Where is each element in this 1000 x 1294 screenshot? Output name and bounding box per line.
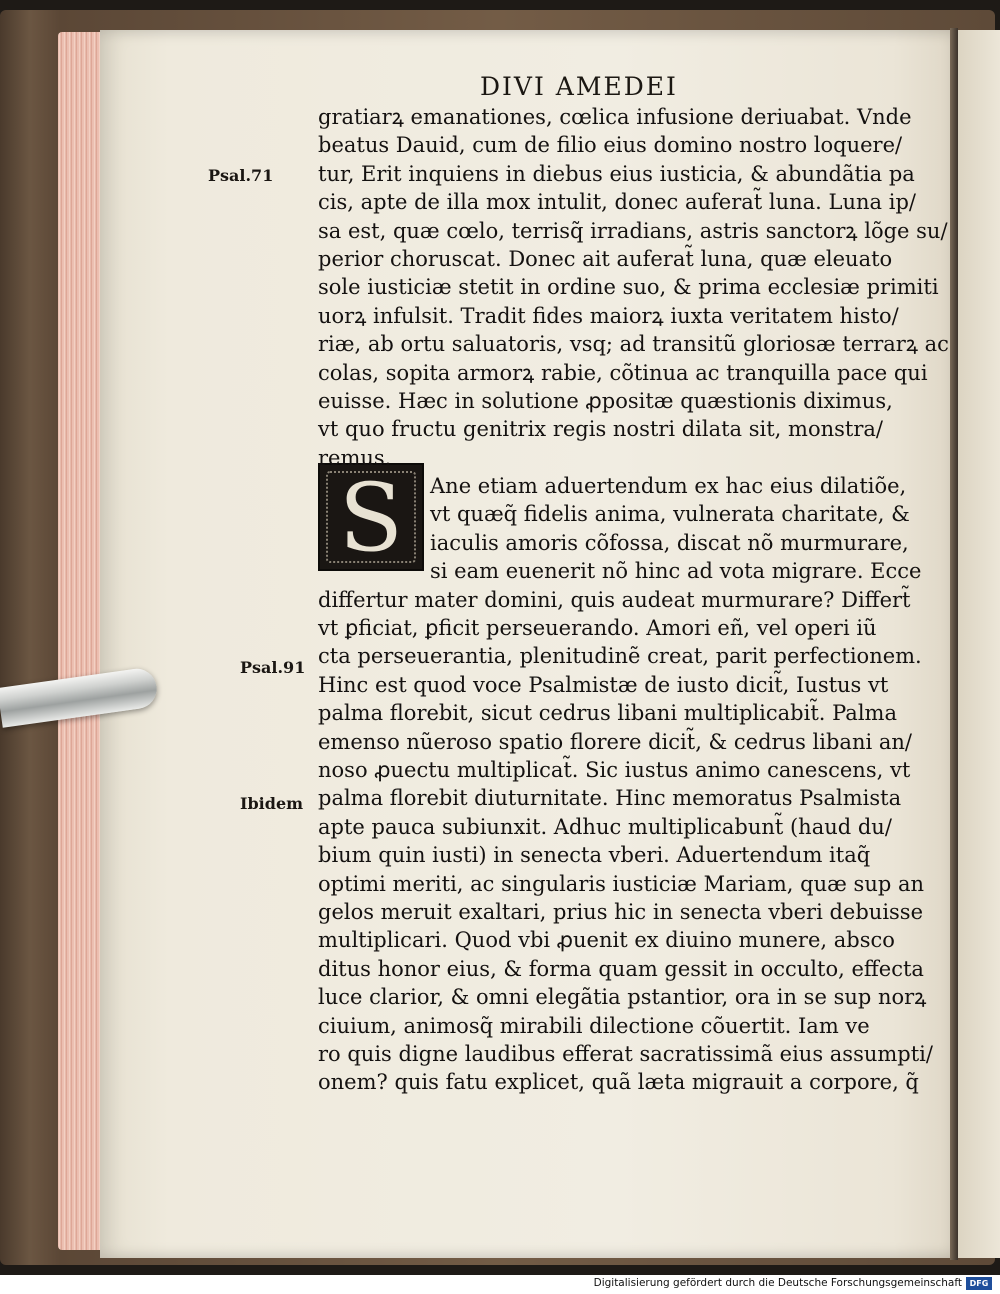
initial-letter: S xyxy=(338,464,404,573)
text-line: vt quæq̃ fidelis anima, vulnerata charitate, & xyxy=(430,502,910,527)
text-line: differtur mater domini, quis audeat murmurare? Differt̃ xyxy=(318,587,911,612)
text-line: beatus Dauid, cum de filio eius domino nostro loquere/ xyxy=(318,133,903,158)
text-line: si eam euenerit nõ hinc ad vota migrare. Ecce xyxy=(430,559,922,584)
text-line: luce clarior, & omni elegãtia pstantior, ora in se sup norꝝ xyxy=(318,985,927,1010)
text-line: onem? quis fatu explicet, quã læta migrauit a corpore, q̃ xyxy=(318,1070,919,1095)
text-line: tur, Erit inquiens in diebus eius iusticia, & abundãtia pa xyxy=(318,161,915,186)
facing-page-edge xyxy=(958,30,1000,1258)
text-line: remus. xyxy=(318,445,392,470)
text-line: apte pauca subiunxit. Adhuc multiplicabunt̃ (haud du/ xyxy=(318,814,892,839)
text-line: ro quis digne laudibus efferat sacratissimã eius assumpti/ xyxy=(318,1041,933,1066)
text-line: cta perseuerantia, plenitudinẽ creat, parit perfectionem. xyxy=(318,644,922,669)
marginal-note-psal-71: Psal.71 xyxy=(208,166,274,185)
text-line: multiplicari. Quod vbi ꝓuenit ex diuino munere, absco xyxy=(318,928,895,953)
text-line: gratiarꝝ emanationes, cœlica infusione deriuabat. Vnde xyxy=(318,105,912,129)
text-line: emenso nũeroso spatio florere dicit̃, & cedrus libani an/ xyxy=(318,729,912,754)
text-line: Hinc est quod voce Psalmistæ de iusto dicit̃, Iustus vt xyxy=(318,672,889,697)
book-gutter xyxy=(950,28,958,1260)
text-line: palma florebit diuturnitate. Hinc memoratus Psalmista xyxy=(318,786,902,811)
text-line: cis, apte de illa mox intulit, donec auferat̃ luna. Luna ip/ xyxy=(318,190,916,215)
marginal-note-psal-91: Psal.91 xyxy=(240,658,306,677)
text-line: bium quin iusti) in senecta vberi. Aduertendum itaq̃ xyxy=(318,843,871,868)
text-line: uorꝝ infulsit. Tradit fides maiorꝝ iuxta veritatem histo/ xyxy=(318,303,899,328)
text-line: vt ꝑficiat, ꝑficit perseuerando. Amori eñ, vel operi iũ xyxy=(318,616,877,641)
text-line: sole iusticiæ stetit in ordine suo, & prima ecclesiæ primiti xyxy=(318,275,939,300)
text-line: iaculis amoris cõfossa, discat nõ murmurare, xyxy=(430,530,909,555)
marginal-note-ibidem: Ibidem xyxy=(240,794,304,813)
body-text xyxy=(318,103,949,1097)
text-line: euisse. Hæc in solutione ꝓpositæ quæstionis diximus, xyxy=(318,388,893,413)
text-line: perior choruscat. Donec ait auferat̃ luna, quæ eleuato xyxy=(318,246,893,271)
text-line: optimi meriti, ac singularis iusticiæ Mariam, quæ sup an xyxy=(318,871,925,896)
text-line: gelos meruit exaltari, prius hic in senecta vberi debuisse xyxy=(318,899,924,924)
text-line: ditus honor eius, & forma quam gessit in occulto, effecta xyxy=(318,956,924,981)
text-line: colas, sopita armorꝝ rabie, cõtinua ac tranquilla pace qui xyxy=(318,360,928,385)
text-line: noso ꝓuectu multiplicat̃. Sic iustus animo canescens, vt xyxy=(318,757,911,782)
running-head: DIVI AMEDEI xyxy=(480,72,678,101)
text-line: ciuium, animosq̃ mirabili dilectione cõuertit. Iam ve xyxy=(318,1013,870,1038)
text-line: palma florebit, sicut cedrus libani multiplicabit̃. Palma xyxy=(318,701,897,726)
text-line: riæ, ab ortu saluatoris, vsq; ad transitũ gloriosæ terrarꝝ ac xyxy=(318,332,949,357)
text-line: vt quo fructu genitrix regis nostri dilata sit, monstra/ xyxy=(318,417,883,442)
text-line: Ane etiam aduertendum ex hac eius dilatiõe, xyxy=(430,474,907,499)
text-line: sa est, quæ cœlo, terrisq̃ irradians, astris sanctorꝝ lõge su/ xyxy=(318,218,948,243)
dfg-logo-icon: DFG xyxy=(966,1277,992,1290)
footer-credit: Digitalisierung gefördert durch die Deutsche Forschungsgemeinschaft xyxy=(593,1277,962,1289)
